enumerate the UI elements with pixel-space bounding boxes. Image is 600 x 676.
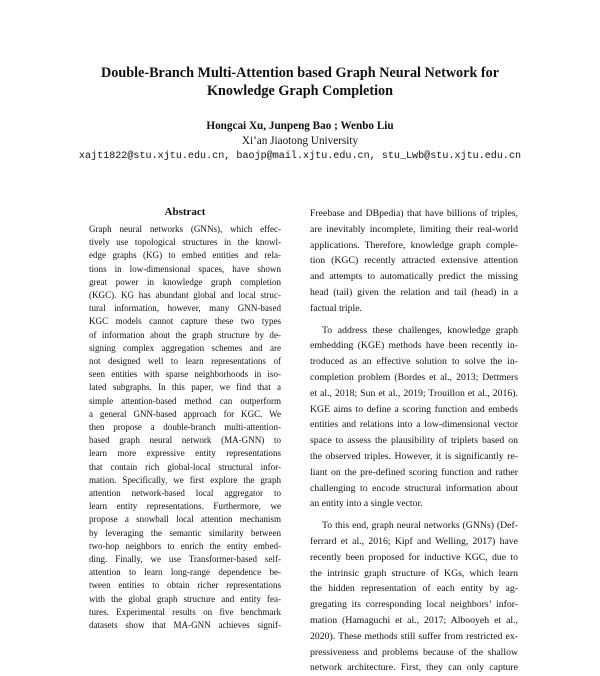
author-emails: xajt1822@stu.xjtu.edu.cn, baojp@mail.xjtu.edu.cn, stu_Lwb@stu.xjtu.edu.cn — [78, 151, 522, 162]
text-line: entities and relations into a low-dimensional vector — [310, 419, 518, 431]
text-line: tural information, however, many GNN-based — [89, 303, 281, 314]
text-line: of information about the graph structure by de- — [89, 329, 281, 340]
text-line: applications. Therefore, knowledge graph comple- — [310, 239, 518, 251]
title-line: Double-Branch Multi-Attention based Graph Neural Network for — [100, 65, 500, 81]
text-line: are inevitably incomplete, limiting their real-world — [310, 223, 518, 235]
text-line: head (tail) given the relation and tail (head) in a — [310, 286, 518, 298]
body-paragraph-2 — [310, 323, 518, 513]
authors: Hongcai Xu, Junpeng Bao ; Wenbo Liu — [206, 120, 394, 132]
text-line: signing complex aggregation schemes and are — [89, 342, 281, 353]
text-line: with the global graph structure and entity fea- — [89, 593, 281, 604]
text-line: learn entity representations. Furthermore, we — [89, 501, 281, 512]
text-line: the observed triples. However, it is significantly re- — [310, 450, 518, 462]
text-line: gregating its corresponding local neighbors’ infor- — [310, 599, 518, 611]
text-line: completion problem (Bordes et al., 2013; Dettmers — [310, 371, 518, 383]
text-line: To this end, graph neural networks (GNNs) (Def- — [322, 520, 518, 532]
text-line: a general GNN-based approach for KGC. We — [89, 408, 281, 419]
body-paragraph-1 — [310, 206, 518, 317]
text-line: the intrinsic graph structure of KGs, which learn — [310, 567, 518, 579]
paper-title — [0, 64, 600, 100]
text-line: then propose a double-branch multi-attention- — [89, 422, 281, 433]
text-line: liant on the pre-defined scoring function and rather — [310, 466, 518, 478]
text-line: KGE aims to define a scoring function and embeds — [310, 403, 518, 415]
text-line: 2020). These methods still suffer from restricted ex- — [310, 630, 518, 642]
text-line: space to assess the plausibility of triplets based on — [310, 435, 518, 447]
text-line: recently been proposed for inductive KGC, due to — [310, 551, 518, 563]
text-line: troduced as an effective solution to solve the in- — [310, 356, 518, 368]
text-line: edge graphs (KG) to embed entities and rela- — [89, 250, 281, 261]
text-line: and attempts to automatically predict the missing — [310, 271, 518, 283]
text-line: lated subgraphs. In this paper, we find that a — [89, 382, 281, 393]
text-line: based graph neural network (MA-GNN) to — [89, 435, 281, 446]
abstract-heading: Abstract — [164, 206, 206, 218]
text-line: mation (Hamaguchi et al., 2017; Albooyeh et al., — [310, 614, 518, 626]
text-line: ding. Finally, we use Transformer-based self- — [89, 554, 281, 565]
text-line: tures. Experimental results on five benchmark — [89, 606, 281, 617]
text-line: tions in low-dimensional spaces, have shown — [89, 263, 281, 274]
text-line: simple attention-based method can outperform — [89, 395, 281, 406]
text-line: ferrard et al., 2016; Kipf and Welling, 2017) have — [310, 535, 518, 547]
text-line: embedding (KGE) methods have been recently in- — [310, 340, 518, 352]
text-line: that contain rich global-local structural infor- — [89, 461, 281, 472]
text-line: tion (KGC) recently attracted extensive attention — [310, 255, 518, 267]
text-line: propose a snowball local attention mechanism — [89, 514, 281, 525]
text-line: tively use topological structures in the knowl- — [89, 237, 281, 248]
text-line: great power in knowledge graph completion — [89, 276, 281, 287]
title-line: Knowledge Graph Completion — [206, 83, 394, 99]
text-line: (KGC). KG has abundant global and local struc- — [89, 290, 281, 301]
text-line: by leveraging the semantic similarity between — [89, 527, 281, 538]
text-line: challenging to encode structural information about — [310, 482, 518, 494]
abstract-body — [89, 223, 281, 632]
text-line: tween entities to obtain richer representations — [89, 580, 281, 591]
text-line: the hidden representation of each entity by ag- — [310, 583, 518, 595]
text-line: two-hop neighbors to enrich the entity embed- — [89, 540, 281, 551]
text-line: Graph neural networks (GNNs), which effec- — [89, 224, 281, 234]
text-line: attention network-based local aggregator to — [89, 488, 281, 499]
text-line: factual triple. — [310, 302, 362, 314]
text-line: mation. Specifically, we first explore the graph — [89, 474, 281, 485]
text-line: Freebase and DBpedia) that have billions of triples, — [310, 208, 518, 219]
text-line: not designed well to learn representations of — [89, 356, 281, 367]
text-line: seen entities with sparse neighborhoods in iso- — [89, 369, 281, 380]
text-line: datasets show that MA-GNN achieves signif- — [89, 620, 281, 631]
body-column-right — [310, 206, 518, 676]
text-line: learn more expressive entity representations — [89, 448, 281, 459]
text-line: network architecture. First, they can only capture — [310, 662, 518, 674]
text-line: attention to learn long-range dependence be- — [89, 567, 281, 578]
text-line: pressiveness and problems because of the shallow — [310, 646, 518, 658]
text-line: et al., 2018; Sun et al., 2019; Trouillon et al., 2016). — [310, 387, 518, 399]
text-line: KGC models cannot capture these two types — [89, 316, 281, 327]
text-line: To address these challenges, knowledge graph — [322, 324, 518, 336]
affiliation: Xi’an Jiaotong University — [241, 135, 359, 147]
text-line: an entity into a single vector. — [310, 498, 423, 510]
body-paragraph-3 — [310, 518, 518, 676]
